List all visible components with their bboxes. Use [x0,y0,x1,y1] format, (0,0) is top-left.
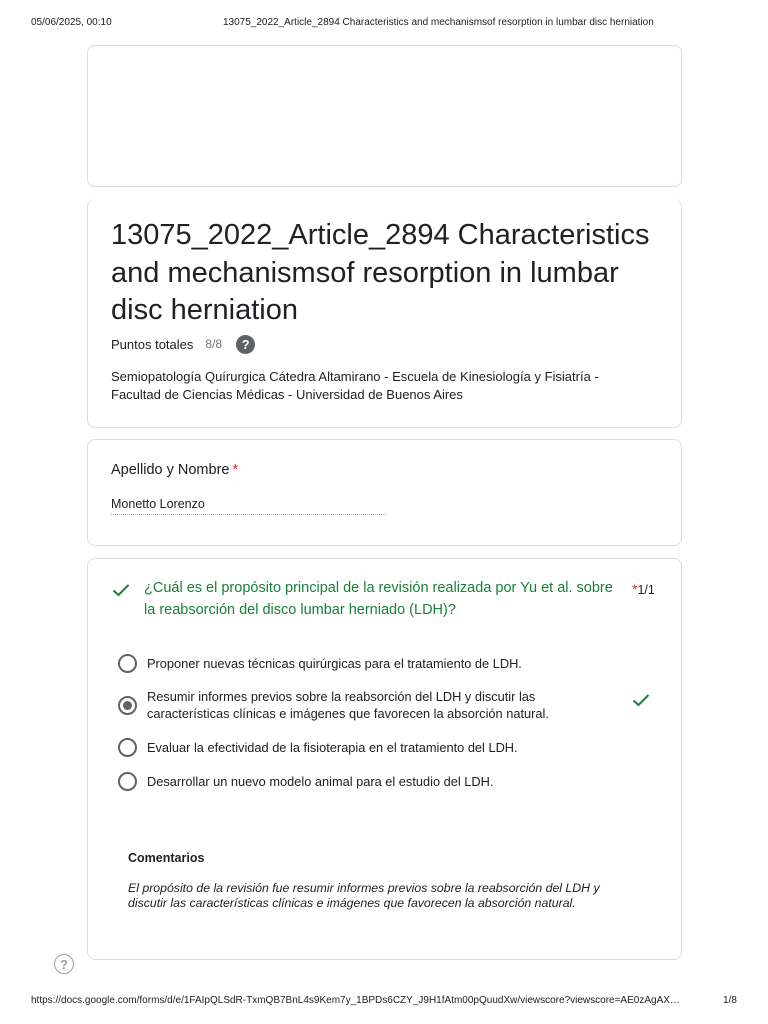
question-text: ¿Cuál es el propósito principal de la revisión realizada por Yu et al. sobre la reabsorción del disco lumbar herniado (LDH)? [144,580,613,618]
question-score [632,581,655,597]
form-title: 13075_2022_Article_2894 Characteristics and mechanismsof resorption in lumbar disc herniation [111,219,650,326]
option-label: Desarrollar un nuevo modelo animal para el estudio del LDH. [147,774,494,789]
print-header [0,17,768,31]
name-field-label-text: Apellido y Nombre [111,462,230,478]
question-mark-icon[interactable]: ? [236,335,255,354]
option-label: Resumir informes previos sobre la reabsorción del LDH y discutir las características clínicas e imágenes que favorecen la absorción natural. [147,689,549,721]
print-url: https://docs.google.com/forms/d/e/1FAIpQLSdR-TxmQB7BnL4s9Kem7y_1BPDs6CZY_J9H1fAtm00pQuudXw/viewscore?viewscore=AE0zAgAX… [31,995,680,1006]
score-value: 1/1 [637,583,655,597]
answer-option-selected[interactable] [118,687,638,723]
answer-option[interactable] [118,738,638,758]
comments-title: Comentarios [128,851,205,865]
answer-option[interactable] [118,654,638,674]
print-doc-title: 13075_2022_Article_2894 Characteristics and mechanismsof resorption in lumbar disc herniation [223,17,654,28]
radio-button[interactable] [118,772,137,791]
points-value: 8/8 [205,337,223,351]
radio-button[interactable] [118,654,137,673]
name-question-card [87,439,682,546]
print-datetime: 05/06/2025, 00:10 [31,17,112,28]
name-answer: Monetto Lorenzo [111,497,386,515]
header-banner-card [87,45,682,187]
total-points [111,334,255,354]
form-title-card [87,199,682,428]
radio-button-selected[interactable] [118,696,137,715]
comments-text: El propósito de la revisión fue resumir informes previos sobre la reabsorción del LDH y discutir las características clínicas e imágenes que favorecen la absorción natural. [128,881,600,910]
page-number: 1/8 [723,995,737,1006]
correct-check-icon [632,693,650,707]
radio-button[interactable] [118,738,137,757]
required-asterisk: * [232,462,239,478]
points-label: Puntos totales [111,336,194,352]
option-label: Proponer nuevas técnicas quirúrgicas para el tratamiento de LDH. [147,656,522,671]
correct-check-icon [112,583,130,597]
name-field-label [111,462,238,478]
answer-option[interactable] [118,772,638,792]
help-icon[interactable]: ? [54,954,74,974]
required-asterisk: * [632,581,638,597]
question-card [87,558,682,960]
form-description: Semiopatología Quírurgica Cátedra Altamirano - Escuela de Kinesiología y Fisiatría - Facultad de Ciencias Médicas - Universidad de Buenos Aires [111,369,599,402]
option-label: Evaluar la efectividad de la fisioterapia en el tratamiento del LDH. [147,740,518,755]
